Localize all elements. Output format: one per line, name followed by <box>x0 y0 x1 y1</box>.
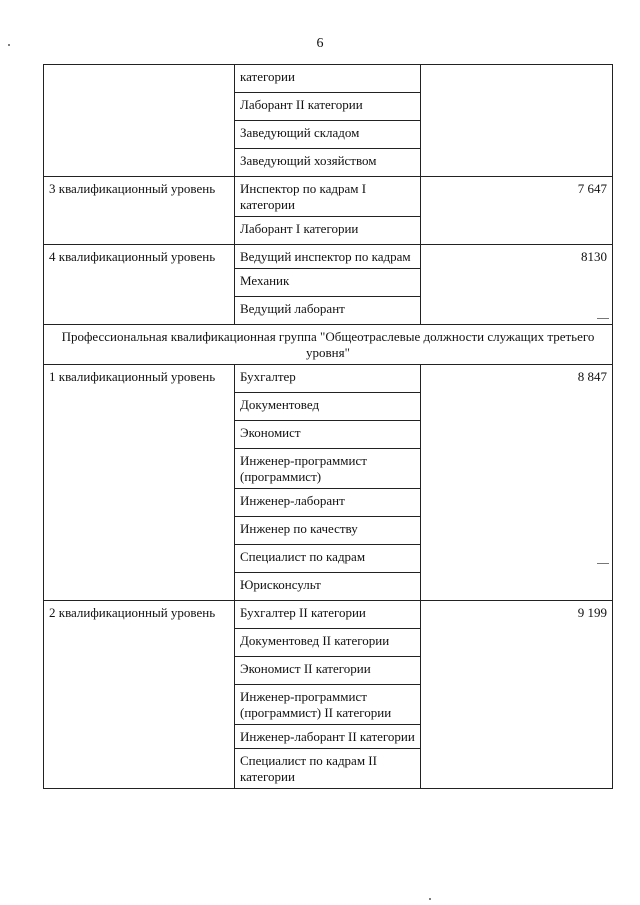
position-cell: Механик <box>235 269 421 297</box>
table-row <box>44 365 613 393</box>
table-row <box>44 65 613 93</box>
level-cell <box>44 65 235 177</box>
scan-speck <box>429 898 431 900</box>
position-cell: Лаборант I категории <box>235 217 421 245</box>
position-cell: категории <box>235 65 421 93</box>
page-number: 6 <box>316 36 324 51</box>
level-cell: 1 квалификационный уровень <box>44 365 235 601</box>
position-cell: Заведующий складом <box>235 121 421 149</box>
position-cell: Инженер-программист (программист) <box>235 449 421 489</box>
salary-table <box>43 64 613 789</box>
table-row <box>44 325 613 365</box>
level-cell: 4 квалификационный уровень <box>44 245 235 325</box>
group-header: Профессиональная квалификационная группа "Общеотраслевые должности служащих третьего уровня" <box>44 325 613 365</box>
position-cell: Лаборант II категории <box>235 93 421 121</box>
amount-cell: 8 847 <box>421 365 613 601</box>
scan-speck <box>8 44 10 46</box>
position-cell: Бухгалтер <box>235 365 421 393</box>
amount-cell: 9 199 <box>421 601 613 789</box>
position-cell: Инженер-лаборант II категории <box>235 725 421 749</box>
position-cell: Специалист по кадрам <box>235 545 421 573</box>
position-cell: Заведующий хозяйством <box>235 149 421 177</box>
position-cell: Документовед <box>235 393 421 421</box>
level-cell: 3 квалификационный уровень <box>44 177 235 245</box>
table-row <box>44 601 613 629</box>
position-cell: Документовед II категории <box>235 629 421 657</box>
amount-cell: 8130 <box>421 245 613 325</box>
table-row <box>44 177 613 217</box>
position-cell: Специалист по кадрам II категории <box>235 749 421 789</box>
position-cell: Инженер по качеству <box>235 517 421 545</box>
amount-cell: 7 647 <box>421 177 613 245</box>
position-cell: Бухгалтер II категории <box>235 601 421 629</box>
position-cell: Ведущий лаборант <box>235 297 421 325</box>
position-cell: Экономист <box>235 421 421 449</box>
position-cell: Инспектор по кадрам I категории <box>235 177 421 217</box>
position-cell: Ведущий инспектор по кадрам <box>235 245 421 269</box>
level-cell: 2 квалификационный уровень <box>44 601 235 789</box>
position-cell: Инженер-программист (программист) II категории <box>235 685 421 725</box>
table-row <box>44 245 613 269</box>
amount-cell <box>421 65 613 177</box>
position-cell: Инженер-лаборант <box>235 489 421 517</box>
position-cell: Экономист II категории <box>235 657 421 685</box>
position-cell: Юрисконсульт <box>235 573 421 601</box>
